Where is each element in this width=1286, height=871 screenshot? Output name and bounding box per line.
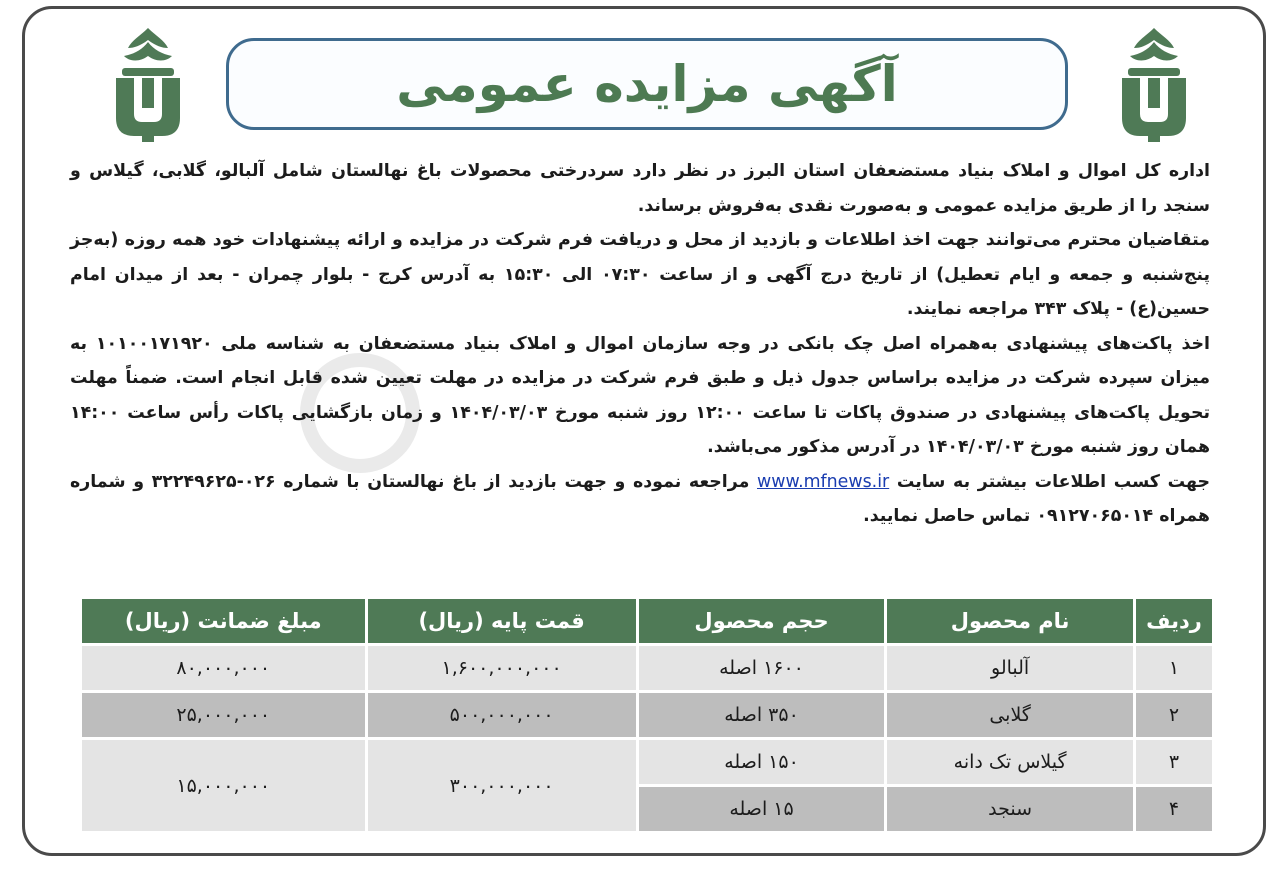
page-title: آگهی مزایده عمومی bbox=[396, 55, 898, 113]
foundation-logo-icon bbox=[102, 26, 194, 144]
cell-volume: ۱۵۰ اصله bbox=[636, 740, 885, 787]
website-link[interactable]: www.mfnews.ir bbox=[757, 471, 890, 492]
header-guarantee: مبلغ ضمانت (ریال) bbox=[82, 599, 365, 646]
cell-name: سنجد bbox=[884, 787, 1133, 834]
cell-radif: ۳ bbox=[1133, 740, 1212, 787]
header-volume: حجم محصول bbox=[636, 599, 885, 646]
header-base-price: قمت پایه (ریال) bbox=[365, 599, 636, 646]
header-radif: ردیف bbox=[1133, 599, 1212, 646]
foundation-logo-icon bbox=[1108, 26, 1200, 144]
paragraph-submission: اخذ پاکت‌های پیشنهادی به‌همراه اصل چک بانکی در وجه سازمان اموال و املاک بنیاد مستضعفان به شناسه ملی ۱۰۱۰۰۱۷۱۹۲۰ به میزان سپرده شرکت در مزایده براساس جدول ذیل و طبق فرم شرکت در مزایده در مهلت تعیین شده قابل انجام است. ضمناً مهلت تحویل پاکت‌های پیشنهادی در صندوق پاکات تا ساعت ۱۲:۰۰ روز شنبه مورخ ۱۴۰۴/۰۳/۰۳ و زمان بازگشایی پاکات رأس ساعت ۱۴:۰۰ همان روز شنبه مورخ ۱۴۰۴/۰۳/۰۳ در آدرس مذکور می‌باشد. bbox=[70, 333, 1211, 457]
cell-name: آلبالو bbox=[884, 646, 1133, 693]
table-row bbox=[82, 740, 1212, 787]
cell-volume: ۳۵۰ اصله bbox=[636, 693, 885, 740]
table-row bbox=[82, 646, 1212, 693]
title-banner bbox=[226, 38, 1068, 130]
contact-text-after: مراجعه نموده و جهت بازدید از باغ نهالستان با شماره ۰۲۶-۳۲۲۴۹۶۲۵ و شماره همراه ۰۹۱۲۷۰۶۵۰۱۴ تماس حاصل نمایید. bbox=[70, 471, 1210, 526]
organization-name: اداره کل اموال و املاک بنیاد مستضعفان استان البرز bbox=[744, 161, 1210, 181]
paragraph-contact bbox=[70, 465, 1210, 534]
cell-name: گیلاس تک دانه bbox=[884, 740, 1133, 787]
cell-radif: ۲ bbox=[1133, 693, 1212, 740]
auction-table bbox=[82, 599, 1212, 834]
cell-base-price: ۵۰۰,۰۰۰,۰۰۰ bbox=[365, 693, 636, 740]
intro-text: در نظر دارد سردرختی محصولات باغ نهالستان شامل آلبالو، گلابی، گیلاس و سنجد را از طریق مزایده عمومی و به‌صورت نقدی به‌فروش برساند. bbox=[70, 161, 1210, 216]
cell-volume: ۱۶۰۰ اصله bbox=[636, 646, 885, 693]
cell-radif: ۴ bbox=[1133, 787, 1212, 834]
contact-text-before: جهت کسب اطلاعات بیشتر به سایت bbox=[889, 471, 1210, 492]
cell-name: گلابی bbox=[884, 693, 1133, 740]
cell-guarantee: ۲۵,۰۰۰,۰۰۰ bbox=[82, 693, 365, 740]
paragraph-visit: متقاضیان محترم می‌توانند جهت اخذ اطلاعات و بازدید از محل و دریافت فرم شرکت در مزایده و ارائه پیشنهادات خود همه روزه (به‌جز پنج‌شنبه و جمعه و ایام تعطیل) از تاریخ درج آگهی و از ساعت ۰۷:۳۰ الی ۱۵:۳۰ به آدرس کرج - بلوار چمران - بعد از میدان امام حسین(ع) - پلاک ۳۴۳ مراجعه نمایند. bbox=[70, 230, 1210, 319]
table-header-row bbox=[82, 599, 1212, 646]
cell-base-price-merged: ۳۰۰,۰۰۰,۰۰۰ bbox=[365, 740, 636, 834]
cell-guarantee-merged: ۱۵,۰۰۰,۰۰۰ bbox=[82, 740, 365, 834]
cell-base-price: ۱,۶۰۰,۰۰۰,۰۰۰ bbox=[365, 646, 636, 693]
header-name: نام محصول bbox=[884, 599, 1133, 646]
cell-radif: ۱ bbox=[1133, 646, 1212, 693]
paragraph-intro bbox=[70, 154, 1210, 223]
table-row bbox=[82, 693, 1212, 740]
cell-guarantee: ۸۰,۰۰۰,۰۰۰ bbox=[82, 646, 365, 693]
notice-body bbox=[70, 154, 1210, 534]
cell-volume: ۱۵ اصله bbox=[636, 787, 885, 834]
